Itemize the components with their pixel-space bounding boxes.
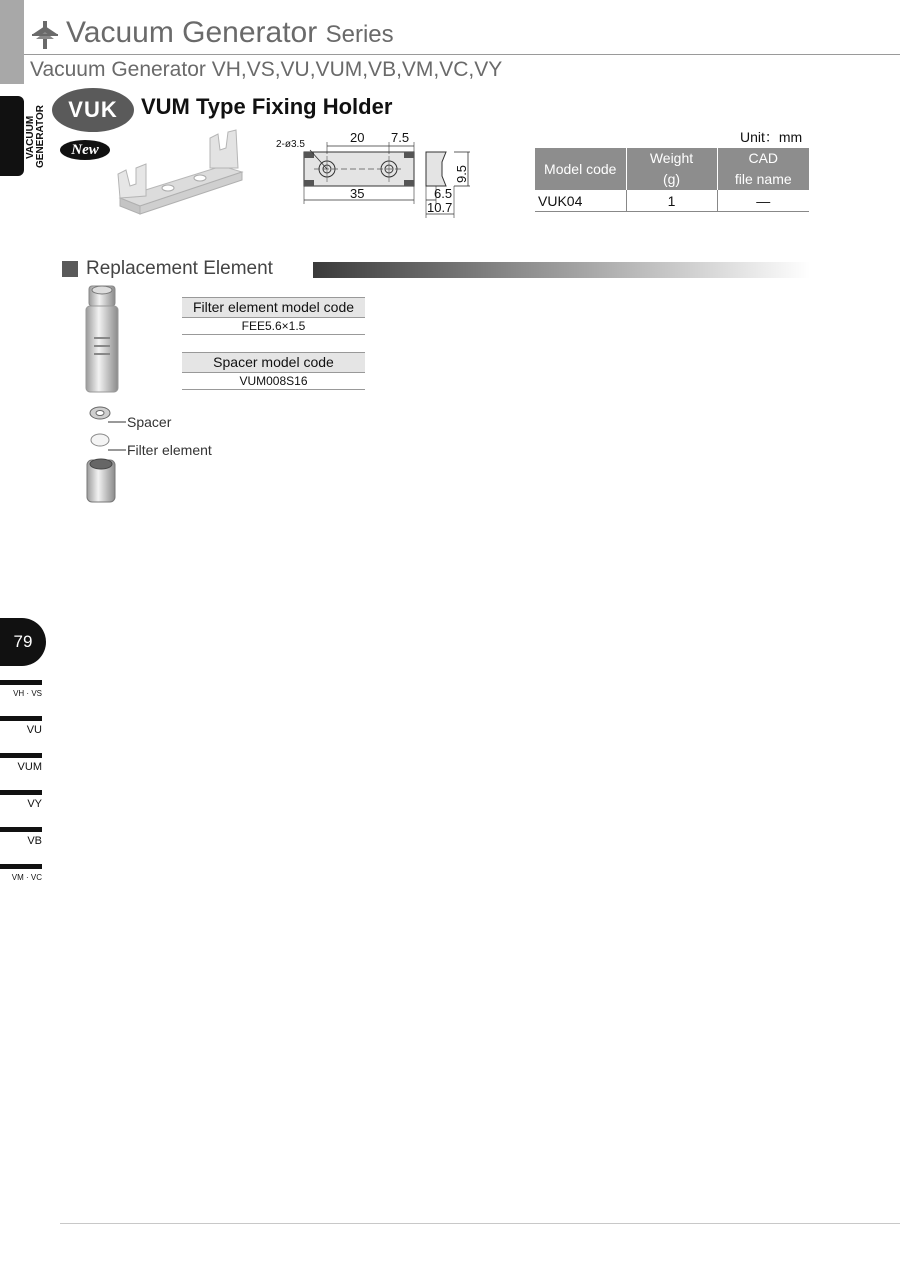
side-category-tab[interactable] (0, 96, 24, 176)
spec-table-header-row (535, 148, 809, 190)
product-title: VUM Type Fixing Holder (141, 94, 393, 119)
dimension-drawing (270, 128, 490, 222)
header-cad-line1: CAD (748, 150, 779, 166)
filter-code-box (182, 297, 365, 335)
cell-weight: 1 (626, 190, 717, 212)
page-title (66, 16, 394, 50)
dim-pitch-label: 20 (350, 130, 365, 145)
spacer-label: Spacer (127, 414, 172, 430)
page-subtitle: Vacuum Generator VH,VS,VU,VUM,VB,VM,VC,VY (30, 58, 503, 81)
spacer-code-box (182, 352, 365, 390)
section-gradient-bar (313, 262, 810, 278)
dim-depth-label: 10.7 (427, 200, 453, 215)
callout-leaders (104, 412, 128, 458)
header-model-code: Model code (535, 148, 626, 190)
hole-callout-label: 2-ø3.5 (276, 139, 305, 150)
dim-slot-label: 6.5 (434, 186, 453, 201)
filter-code-header: Filter element model code (182, 297, 365, 318)
nav-tab-vu[interactable]: VU (0, 716, 42, 736)
header-cad (717, 148, 809, 190)
nav-tab-vm-vc[interactable]: VM · VC (0, 864, 42, 884)
filter-code-value: FEE5.6×1.5 (182, 318, 365, 335)
table-row (535, 190, 809, 212)
replacement-element-image (76, 282, 130, 512)
title-divider (24, 54, 900, 55)
cell-model-code: VUK04 (535, 190, 626, 212)
new-badge: New (60, 140, 110, 160)
header-weight-line2: (g) (662, 171, 681, 187)
spacer-code-value: VUM008S16 (182, 373, 365, 390)
nav-tab-vb[interactable]: VB (0, 827, 42, 847)
dim-length-label: 35 (350, 186, 365, 201)
filter-element-label: Filter element (127, 442, 212, 458)
nav-tab-vh-vs[interactable]: VH · VS (0, 680, 42, 700)
unit-label: Unit：mm (740, 129, 803, 145)
nav-tab-vum[interactable]: VUM (0, 753, 42, 773)
dim-height-label: 9.5 (454, 164, 469, 184)
section-title: Replacement Element (86, 258, 273, 279)
title-series-text: Series (325, 21, 394, 48)
title-main-text: Vacuum Generator (66, 16, 318, 49)
side-category-label: VACUUM GENERATOR (25, 105, 46, 169)
vacuum-generator-icon (30, 20, 60, 50)
header-cad-line2: file name (734, 171, 792, 187)
header-accent-bar (0, 0, 24, 84)
spacer-code-header: Spacer model code (182, 352, 365, 373)
spec-table (535, 148, 809, 212)
product-badge: VUK (52, 88, 134, 132)
header-weight-line1: Weight (649, 150, 694, 166)
cell-cad-file[interactable]: — (717, 190, 809, 212)
header-weight (626, 148, 717, 190)
dim-edge-label: 7.5 (391, 130, 410, 145)
section-heading (62, 258, 279, 280)
nav-tab-vy[interactable]: VY (0, 790, 42, 810)
section-square-icon (62, 261, 78, 277)
footer-divider (60, 1223, 900, 1224)
page-number: 79 (0, 618, 46, 666)
fixing-holder-image (112, 128, 252, 218)
